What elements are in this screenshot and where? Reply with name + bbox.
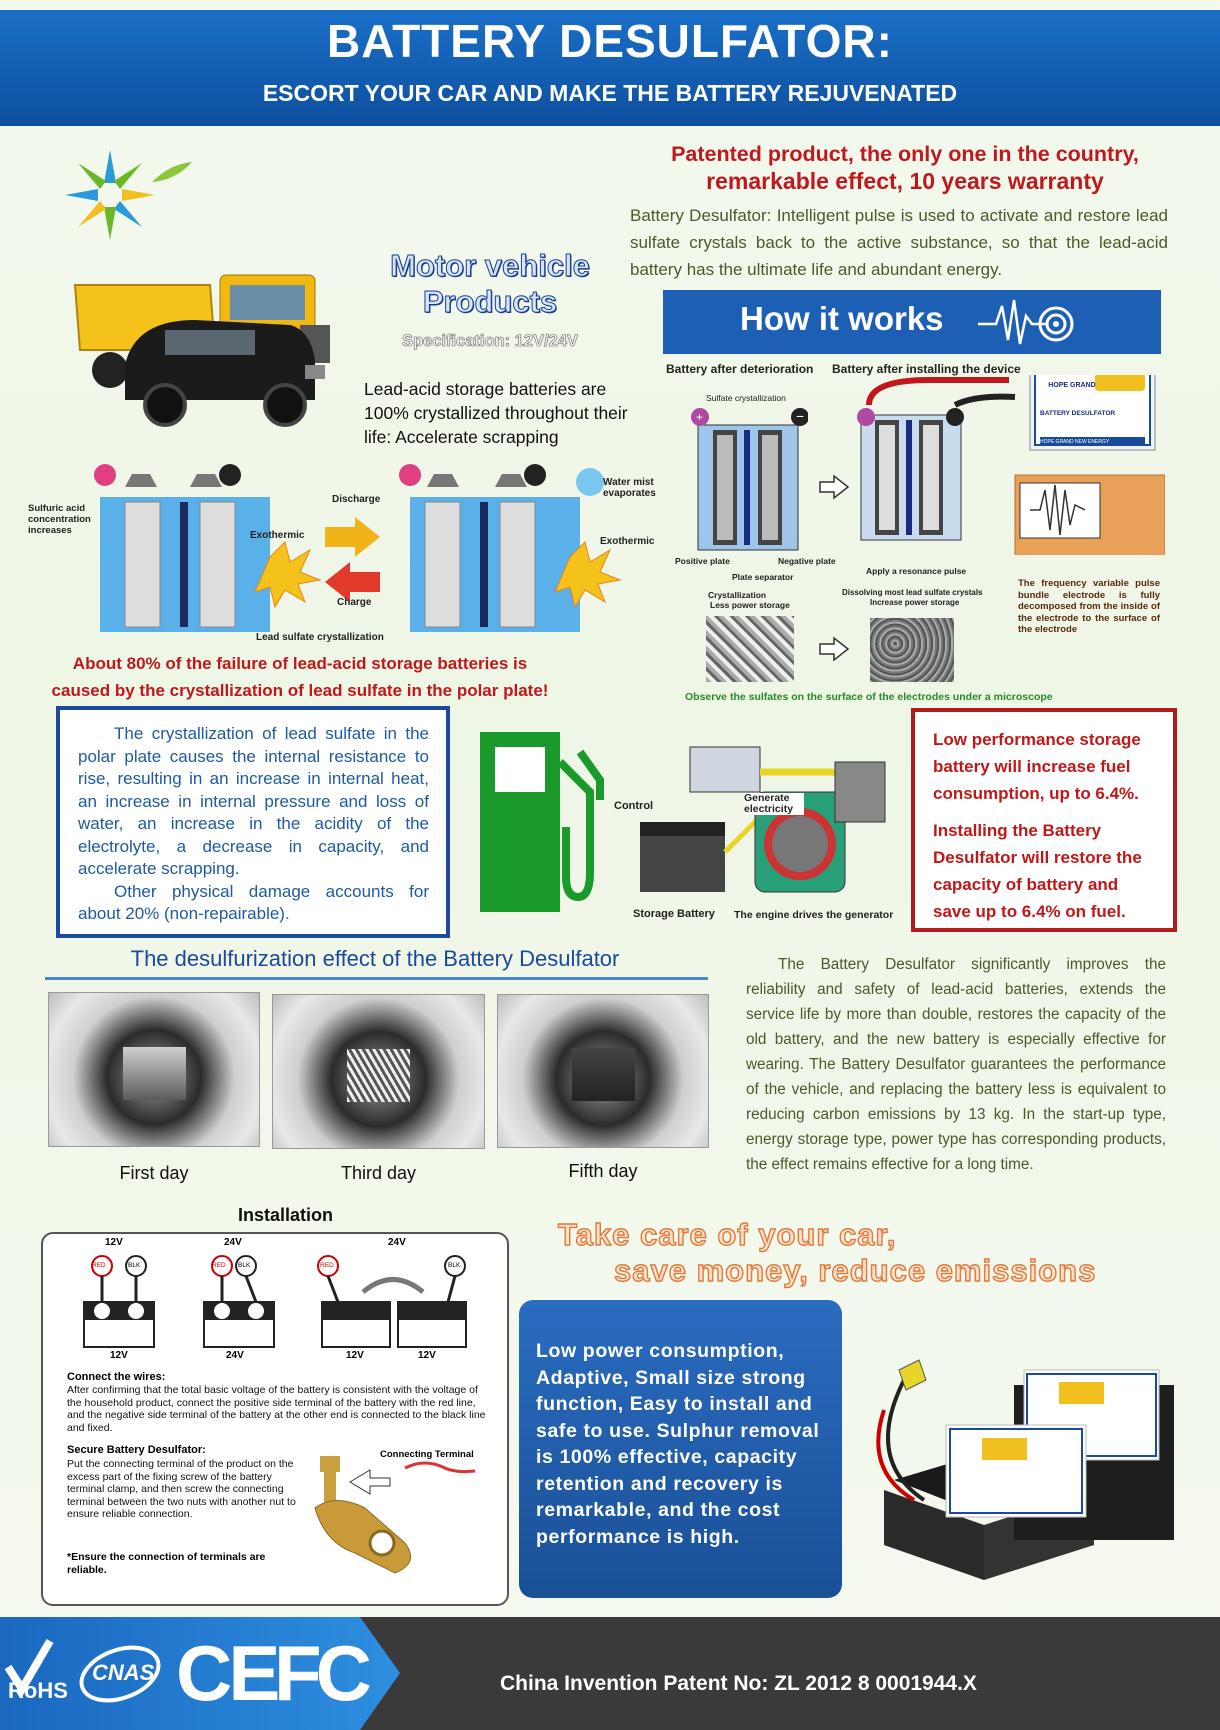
label-engine-drives: The engine drives the generator [734, 909, 894, 921]
motor-note: Lead-acid storage batteries are 100% crystallized throughout their life: Accelerate scrapping [364, 379, 628, 447]
label-plate-separator: Plate separator [732, 572, 794, 582]
label-after-installing: Battery after installing the device [832, 362, 1021, 376]
label-generate: Generate electricity [744, 793, 804, 815]
fuel-para-2: Installing the Battery Desulfator will restore the capacity of battery and save up to 6.4% on fuel. [933, 821, 1142, 921]
label-lead-sulfate: Lead sulfate crystallization [256, 632, 384, 643]
label-water-mist: Water mist evaporates [603, 477, 656, 499]
page-title: BATTERY DESULFATOR: [327, 15, 893, 67]
features-box [519, 1300, 842, 1598]
page-subtitle: ESCORT YOUR CAR AND MAKE THE BATTERY REJUVENATED [262, 80, 958, 106]
sun-logo-icon [60, 140, 200, 250]
crystal-micrograph-after [870, 618, 954, 682]
crystallization-info-box [56, 706, 450, 938]
label-12v-2: 12V [346, 1350, 364, 1361]
connect-wires-text: After confirming that the total basic voltage of the battery is consistent with the voltage of the household product, connect the positive side terminal of the battery with the red line, and the negative side terminal of the battery at the other end is connected to the black line and fixed. [67, 1384, 486, 1434]
label-crystallization: Crystallization [708, 590, 767, 600]
cnas-logo: CNAS [92, 1660, 155, 1685]
photo-third-day [272, 994, 485, 1149]
installation-title: Installation [238, 1205, 334, 1225]
caption-third-day: Third day [340, 1163, 417, 1183]
rohs-logo: RoHS [8, 1678, 68, 1703]
label-exothermic-1: Exothermic [250, 530, 305, 541]
motor-title-line2: Products [422, 284, 558, 319]
motor-title-line1: Motor vehicle [390, 248, 590, 283]
effect-title: The desulfurization effect of the Battery Desulfator [130, 946, 620, 971]
label-negative-plate: Negative plate [778, 556, 836, 566]
device-brand: HOPE GRAND [1048, 382, 1096, 389]
label-24v-1: 24V [226, 1350, 244, 1361]
connecting-terminal-label: Connecting Terminal [380, 1449, 474, 1460]
label-blk-3: BLK [448, 1262, 461, 1269]
microscope-caption: Observe the sulfates on the surface of the electrodes under a microscope [685, 691, 1053, 703]
caption-first-day: First day [119, 1163, 189, 1183]
patent-description: Battery Desulfator: Intelligent pulse is used to activate and restore lead sulfate crystals back to the active substance, so that the lead-acid battery has the ultimate life and abundant energy. [630, 206, 1168, 279]
improvement-text: The Battery Desulfator significantly improves the reliability and safety of lead-acid batteries, extends the service life by more than double, restores the capacity of the old battery, and the new battery is especially effective for wearing. The Battery Desulfator guarantees the performance of the vehicle, and replacing the battery less is equivalent to reducing carbon emissions by 13 kg. In the start-up type, energy storage type, power type has corresponding products, the effect remains effective for a long time. [746, 956, 1166, 1173]
charge-discharge-diagram [70, 462, 660, 642]
arrow-right-icon-2 [818, 636, 850, 662]
label-red-2: RED [212, 1262, 226, 1269]
fuel-para-1: Low performance storage battery will increase fuel consumption, up to 6.4%. [933, 730, 1141, 803]
label-12v-3: 12V [418, 1350, 436, 1361]
terminal-clamp-image [310, 1448, 480, 1588]
fuel-pump-icon [470, 722, 615, 920]
label-control: Control [614, 800, 654, 812]
svg-text:−: − [796, 408, 805, 424]
patent-number: China Invention Patent No: ZL 2012 8 0001944.X [500, 1672, 977, 1695]
slogan-line2: save money, reduce emissions [614, 1253, 1097, 1288]
arrow-right-icon [818, 474, 850, 500]
battery-deteriorated-diagram [688, 405, 808, 555]
crystal-para-1: The crystallization of lead sulfate in the polar plate causes the internal resistance to rise, resulting in an increase in internal heat, an increase in internal pressure and loss of water, an increase in the acidity of the electrolyte, a decrease in capacity, and accelerate scrapping. [78, 724, 429, 878]
fc-logo: FC [274, 1629, 366, 1717]
label-less-power: Less power storage [710, 600, 790, 610]
connect-wires-title: Connect the wires: [67, 1371, 166, 1383]
label-apply-pulse: Apply a resonance pulse [866, 566, 967, 576]
truck-car-image [70, 255, 360, 430]
secure-title: Secure Battery Desulfator: [67, 1444, 206, 1456]
pulse-note: The frequency variable pulse bundle electrode is fully decomposed from the inside of the electrode to the surface of the electrode [1018, 578, 1160, 635]
label-red-3: RED [320, 1262, 334, 1269]
label-24v-top: 24V [224, 1237, 242, 1248]
label-positive-plate: Positive plate [675, 556, 730, 566]
pulse-wave-icon [978, 296, 1078, 348]
label-12v-top: 12V [105, 1237, 123, 1248]
engine-generator-diagram [635, 742, 905, 907]
slogan-line1: Take care of your car, [558, 1217, 897, 1252]
secure-text: Put the connecting terminal of the product on the excess part of the fixing screw of the battery terminal clamp, and then screw the connecting terminal between the two nuts with another nut to ensure reliable connection. [67, 1458, 296, 1520]
battery-installed-diagram [855, 375, 1165, 555]
label-sulfate-crystallization: Sulfate crystallization [706, 393, 786, 403]
crystal-micrograph-before [706, 616, 794, 682]
label-after-deterioration: Battery after deterioration [666, 362, 814, 376]
spec-text: Specification: 12V/24V [401, 332, 579, 350]
label-exothermic-2: Exothermic [600, 536, 655, 547]
fuel-info-box [911, 708, 1177, 932]
product-packaging-image [864, 1330, 1184, 1595]
how-it-works-title: How it works [740, 300, 944, 337]
device-footer: HOPE GRAND NEW ENERGY [1040, 439, 1110, 445]
label-increase-power: Increase power storage [870, 598, 960, 607]
caption-fifth-day: Fifth day [568, 1161, 638, 1181]
label-storage-battery: Storage Battery [633, 908, 715, 920]
crystal-para-2: Other physical damage accounts for about 20% (non-repairable). [78, 881, 429, 923]
secure-note: *Ensure the connection of terminals are reliable. [67, 1551, 266, 1576]
label-dissolving: Dissolving most lead sulfate crystals [842, 588, 983, 597]
photo-first-day [48, 992, 260, 1147]
label-sulfuric-acid: Sulfuric acid concentration increases [28, 503, 91, 536]
label-red-1: RED [92, 1262, 106, 1269]
failure-note-line2: caused by the crystallization of lead sulfate in the polar plate! [51, 681, 549, 700]
ce-logo: CE [176, 1629, 277, 1717]
patent-heading-line1: Patented product, the only one in the country, [671, 142, 1139, 166]
failure-note-line1: About 80% of the failure of lead-acid storage batteries is [72, 654, 528, 673]
label-24v-top-2: 24V [388, 1237, 406, 1248]
label-discharge: Discharge [332, 494, 381, 505]
features-text: Low power consumption, Adaptive, Small size strong function, Easy to install and safe to use. Sulphur removal is 100% effective, capacity retention and recovery is remarkable, and the cost performance is high. [536, 1340, 820, 1548]
photo-fifth-day [497, 994, 709, 1148]
label-12v-1: 12V [110, 1350, 128, 1361]
label-charge: Charge [337, 597, 372, 608]
label-blk-1: BLK [128, 1262, 141, 1269]
device-name: BATTERY DESULFATOR [1040, 410, 1116, 417]
svg-text:+: + [696, 410, 704, 424]
effect-divider [45, 977, 708, 980]
patent-heading-line2: remarkable effect, 10 years warranty [706, 168, 1104, 194]
label-blk-2: BLK [238, 1262, 251, 1269]
